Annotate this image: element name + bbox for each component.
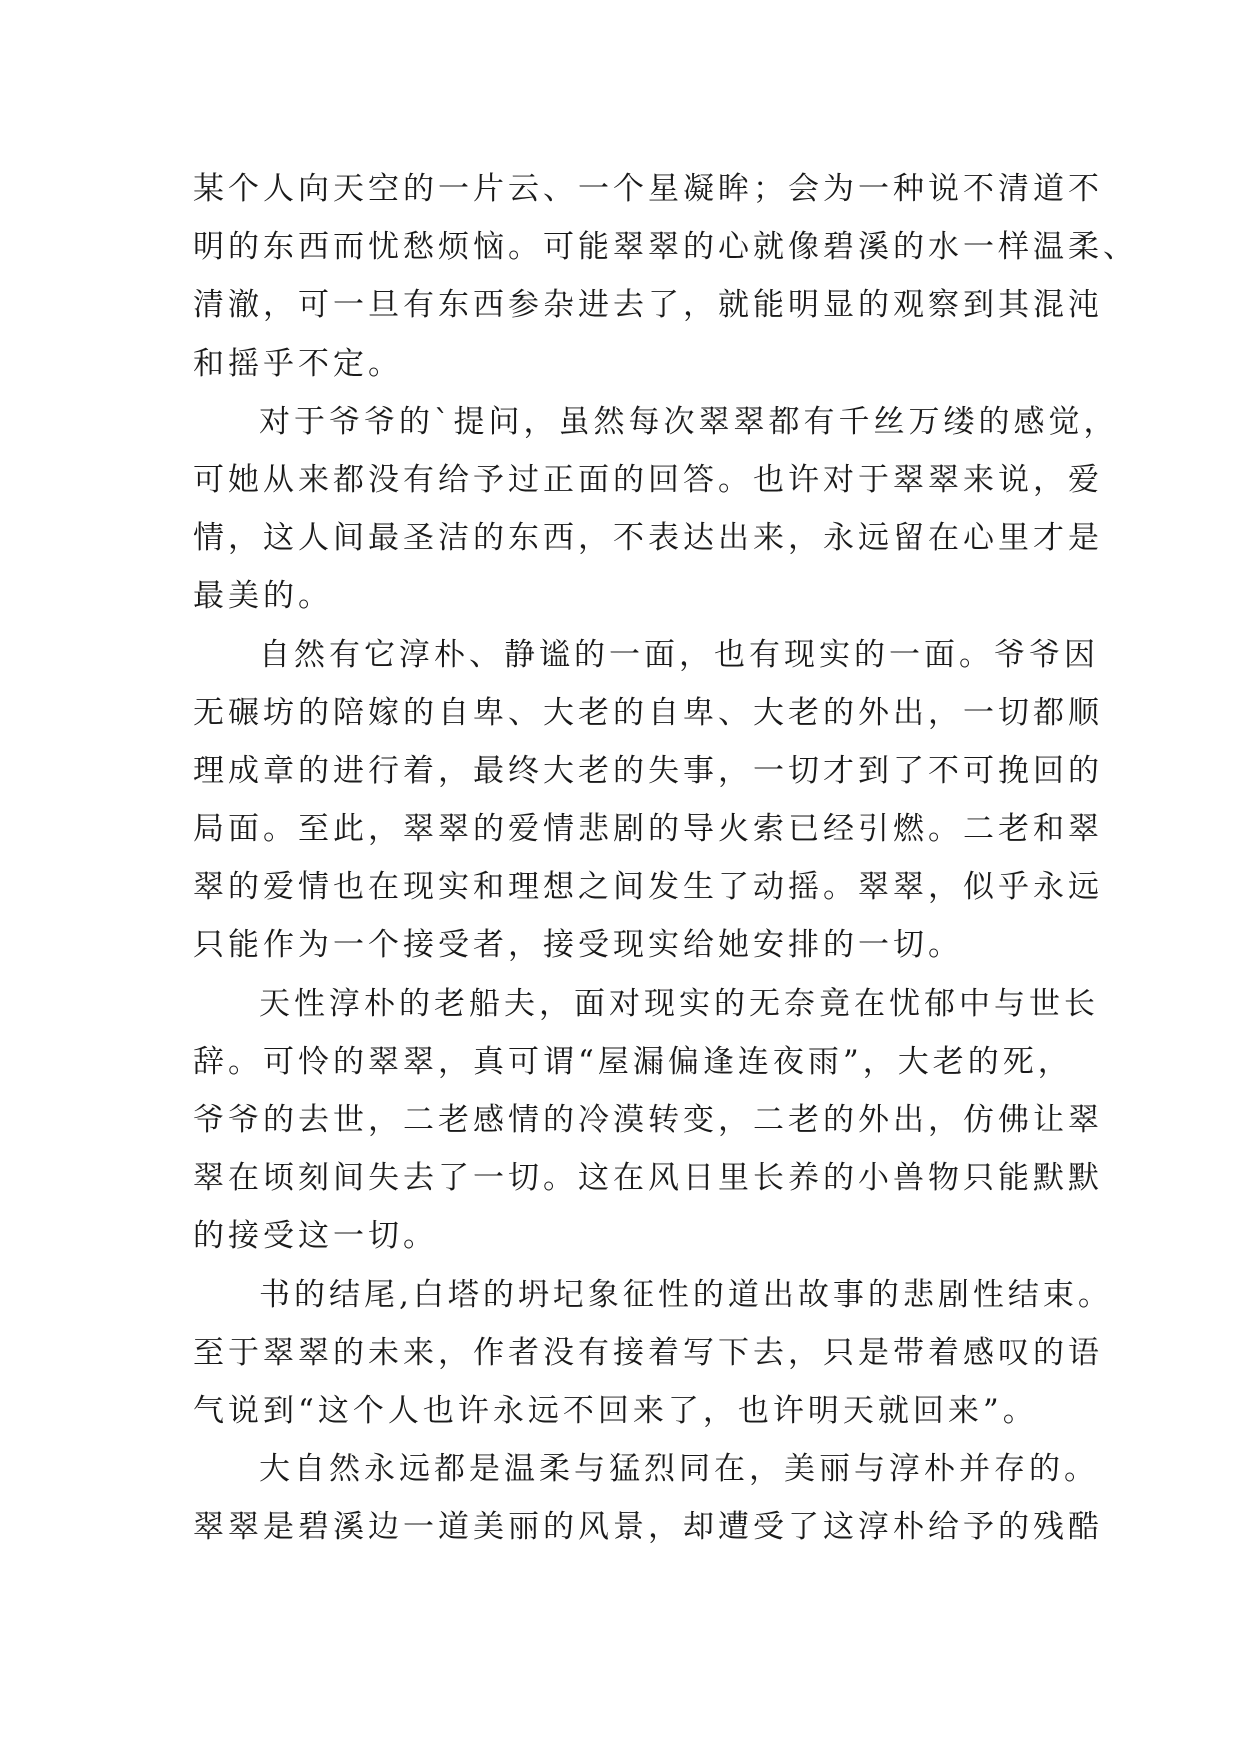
paragraph-first-line: 天性淳朴的老船夫，面对现实的无奈竟在忧郁中与世长 — [259, 985, 1099, 1022]
text-line: 翠的爱情也在现实和理想之间发生了动摇。翠翠，似乎永远 — [193, 869, 1103, 906]
essay-body — [193, 160, 1138, 1557]
text-line: 翠翠是碧溪边一道美丽的风景，却遭受了这淳朴给予的残酷 — [193, 1509, 1103, 1546]
text-line: 可她从来都没有给予过正面的回答。也许对于翠翠来说，爱 — [193, 461, 1103, 498]
text-line: 无碾坊的陪嫁的自卑、大老的自卑、大老的外出，一切都顺 — [193, 694, 1103, 731]
text-line: 清澈，可一旦有东西参杂进去了，就能明显的观察到其混沌 — [193, 287, 1103, 324]
paragraph-first-line: 自然有它淳朴、静谧的一面，也有现实的一面。爷爷因 — [259, 636, 1099, 673]
text-line: 爷爷的去世，二老感情的冷漠转变，二老的外出，仿佛让翠 — [193, 1102, 1103, 1138]
text-line: 的接受这一切。 — [193, 1218, 438, 1255]
paragraph-first-line: 大自然永远都是温柔与猛烈同在，美丽与淳朴并存的。 — [259, 1451, 1099, 1488]
text-line: 翠在顷刻间失去了一切。这在风日里长养的小兽物只能默默 — [193, 1160, 1103, 1197]
text-line: 情，这人间最圣洁的东西，不表达出来，永远留在心里才是 — [193, 520, 1103, 557]
text-line: 气说到“这个人也许永远不回来了，也许明天就回来”。 — [193, 1392, 1038, 1429]
text-line: 某个人向天空的一片云、一个星凝眸；会为一种说不清道不 — [193, 171, 1103, 207]
text-line: 辞。可怜的翠翠，真可谓“屋漏偏逢连夜雨”，大老的死， — [193, 1043, 1073, 1080]
paragraph-first-line: 对于爷爷的`提问，虽然每次翠翠都有千丝万缕的感觉， — [259, 403, 1119, 440]
text-line: 理成章的进行着，最终大老的失事，一切才到了不可挽回的 — [193, 752, 1103, 789]
text-line: 局面。至此，翠翠的爱情悲剧的导火索已经引燃。二老和翠 — [193, 811, 1103, 848]
text-line: 明的东西而忧愁烦恼。可能翠翠的心就像碧溪的水一样温柔、 — [193, 229, 1138, 266]
text-line: 至于翠翠的未来，作者没有接着写下去，只是带着感叹的语 — [193, 1334, 1103, 1371]
paragraph-first-line: 书的结尾,白塔的坍圮象征性的道出故事的悲剧性结束。 — [259, 1276, 1113, 1313]
text-line: 最美的。 — [193, 578, 333, 615]
text-line: 只能作为一个接受者，接受现实给她安排的一切。 — [193, 927, 963, 964]
text-line: 和摇乎不定。 — [193, 345, 403, 382]
